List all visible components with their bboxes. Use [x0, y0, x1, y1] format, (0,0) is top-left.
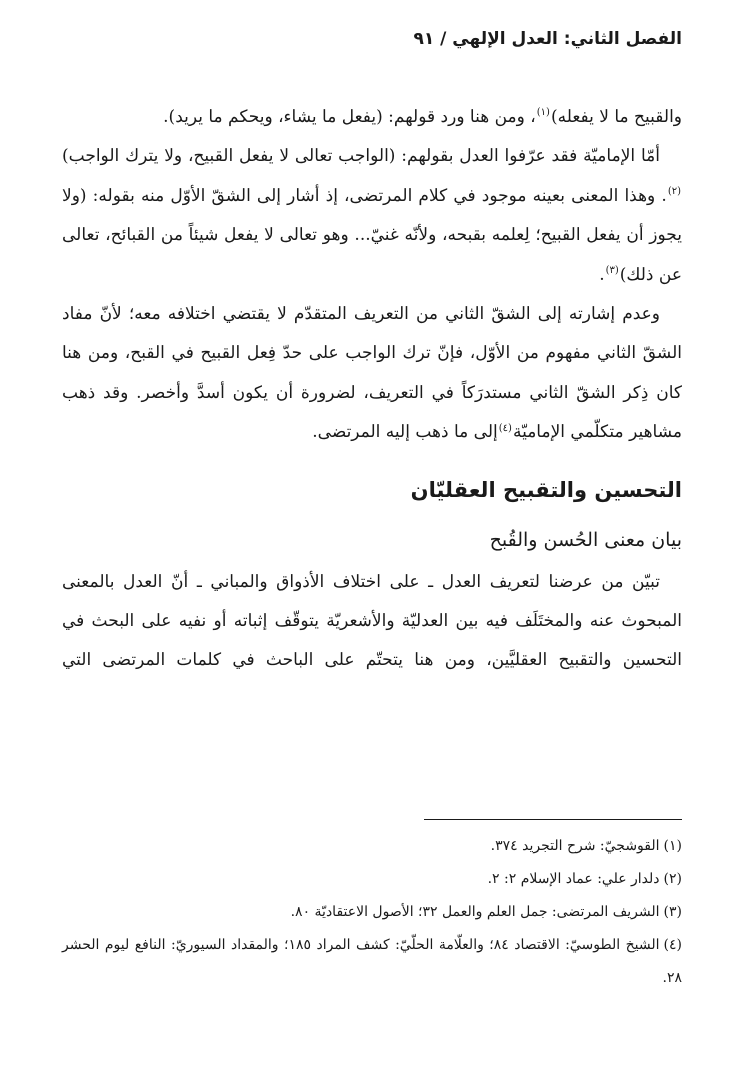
footnote-3: [62, 896, 682, 929]
footnote-text: القوشجيّ: شرح التجريد ٣٧٤.: [490, 838, 660, 854]
footnote-number: (٢): [663, 871, 682, 887]
text-segment: ، ومن هنا ورد قولهم: (يفعل ما يشاء، ويحكم ما يريد).: [163, 107, 536, 127]
section-heading: التحسين والتقبيح العقليّان: [410, 477, 682, 502]
text-segment: .: [599, 264, 605, 285]
text-segment: إلى ما ذهب إليه المرتضى.: [312, 422, 498, 443]
main-text: [62, 98, 682, 453]
footnote-text: دلدار علي: عماد الإسلام ٢: ٢.: [487, 871, 660, 887]
book-page: [62, 26, 682, 986]
footnotes: [62, 830, 682, 995]
footnote-number: (٣): [663, 904, 682, 920]
footnote-ref-3[interactable]: (٣): [605, 264, 619, 276]
footnote-text: الشيخ الطوسيّ: الاقتصاد ٨٤؛ والعلّامة الحلّيّ: كشف المراد ١٨٥؛ والمقداد السيوريّ: النافع ليوم الحشر ٢٨.: [62, 937, 682, 986]
footnote-ref-1[interactable]: (١): [536, 107, 550, 119]
footnote-separator: [424, 819, 682, 820]
running-head: الفصل الثاني: العدل الإلهي / ٩١: [413, 29, 682, 49]
text-segment: . وهذا المعنى بعينه موجود في كلام المرتضى، إذ أشار إلى الشقّ الأوّل منه بقوله: (ولا يجوز أن يفعل القبيح؛ لِعلمه بقبحه، ولأنّه غنيّ... وهو تعالى لا يفعل شيئاً من القبائح، تعالى عن ذلك): [62, 185, 682, 285]
paragraph-1: [62, 98, 682, 137]
footnote-2: [62, 863, 682, 896]
sub-heading: بيان معنى الحُسن والقُبح: [489, 528, 682, 551]
footnote-text: الشريف المرتضى: جمل العلم والعمل ٣٢؛ الأصول الاعتقاديّة ٨٠.: [290, 904, 660, 920]
footnote-ref-2[interactable]: (٢): [667, 186, 681, 198]
text-segment: وعدم إشارته إلى الشقّ الثاني من التعريف المتقدّم لا يقتضي اختلافه معه؛ لأنّ مفاد الشقّ الثاني مفهوم من الأوّل، فإنّ ترك الواجب على حدّ فِعل القبيح في القبح، ومن هنا كان ذِكر الشقّ الثاني مستدرَكاً في التعريف، لضرورة أن يكون أسدَّ وأخصر. وقد ذهب مشاهير متكلّمي الإماميّة: [62, 304, 682, 443]
footnote-number: (١): [663, 838, 682, 854]
section-text: [62, 563, 682, 681]
paragraph-2: [62, 137, 682, 295]
paragraph-4: تبيّن من عرضنا لتعريف العدل ـ على اختلاف الأذواق والمباني ـ أنّ العدل بالمعنى المبحوث عنه والمختَلَف فيه بين العدليّة والأشعريّة يتوقّف إثباته أو نفيه على البحث في التحسين والتقبيح العقليَّين، ومن هنا يتحتّم على الباحث في كلمات المرتضى التي: [62, 571, 682, 671]
footnote-4: [62, 929, 682, 995]
footnote-number: (٤): [663, 937, 682, 953]
footnote-1: [62, 830, 682, 863]
text-segment: والقبيح ما لا يفعله): [550, 107, 682, 127]
text-segment: أمّا الإماميّة فقد عرّفوا العدل بقولهم: (الواجب تعالى لا يفعل القبيح، ولا يترك الواجب): [62, 146, 660, 167]
footnote-ref-4[interactable]: (٤): [498, 422, 512, 434]
paragraph-3: [62, 295, 682, 453]
